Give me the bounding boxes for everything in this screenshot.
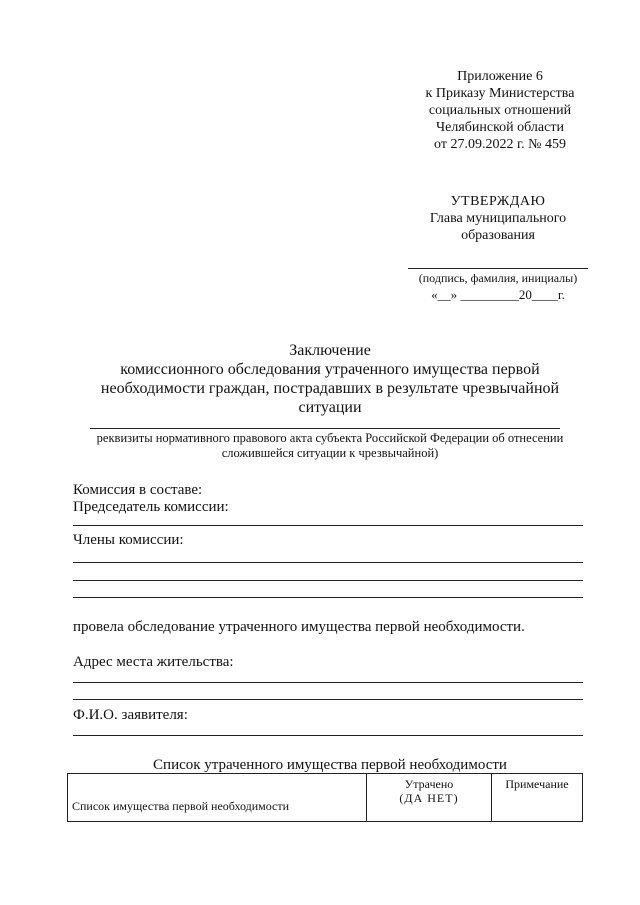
- lost-header-options: (ДА НЕТ): [399, 791, 459, 805]
- requisites-field[interactable]: [90, 428, 560, 429]
- lost-property-table: [67, 773, 583, 822]
- table-title: Список утраченного имущества первой необходимости: [153, 757, 507, 773]
- requisites-line: сложившейся ситуации к чрезвычайной): [221, 446, 439, 460]
- approval-title: УТВЕРЖДАЮ: [450, 194, 546, 209]
- member-field[interactable]: [73, 562, 583, 563]
- title-line: Заключение: [289, 342, 371, 359]
- table-header-row: [68, 774, 583, 822]
- title-line: ситуации: [298, 399, 362, 416]
- member-field[interactable]: [73, 597, 583, 598]
- lost-header: [367, 774, 492, 822]
- appendix-line: социальных отношений: [428, 103, 572, 118]
- title-line: необходимости граждан, пострадавших в результате чрезвычайной: [100, 380, 560, 397]
- approval-line: образования: [461, 228, 535, 243]
- member-field[interactable]: [73, 580, 583, 581]
- chairman-label: Председатель комиссии:: [73, 499, 229, 515]
- signature-line[interactable]: [408, 268, 588, 269]
- approval-block: [398, 193, 598, 244]
- appendix-line: Челябинской области: [436, 120, 564, 135]
- address-field[interactable]: [73, 699, 583, 700]
- approval-date-field[interactable]: «__» _________20____г.: [431, 287, 565, 302]
- address-label: Адрес места жительства:: [73, 654, 234, 670]
- address-field[interactable]: [73, 682, 583, 683]
- approval-line: Глава муниципального: [429, 211, 567, 226]
- signature-caption: (подпись, фамилия, инициалы): [418, 271, 578, 285]
- appendix-block: [390, 68, 610, 153]
- chairman-field[interactable]: [73, 525, 583, 526]
- requisites-line: реквизиты нормативного правового акта субъекта Российской Федерации об отнесении: [96, 431, 564, 445]
- document-title: [70, 341, 590, 417]
- items-header: Список имущества первой необходимости: [68, 774, 367, 822]
- note-header: Примечание: [492, 774, 583, 822]
- appendix-line: от 27.09.2022 г. № 459: [434, 137, 566, 152]
- commission-label: Комиссия в составе:: [73, 482, 203, 498]
- members-label: Члены комиссии:: [73, 532, 184, 548]
- applicant-label: Ф.И.О. заявителя:: [73, 707, 188, 723]
- survey-statement: провела обследование утраченного имущества первой необходимости.: [73, 619, 525, 635]
- applicant-field[interactable]: [73, 735, 583, 736]
- lost-header-line: Утрачено: [404, 777, 454, 791]
- title-line: комиссионного обследования утраченного имущества первой: [120, 361, 540, 378]
- appendix-line: к Приказу Министерства: [425, 86, 575, 101]
- appendix-line: Приложение 6: [457, 69, 543, 84]
- requisites-caption: [72, 431, 588, 461]
